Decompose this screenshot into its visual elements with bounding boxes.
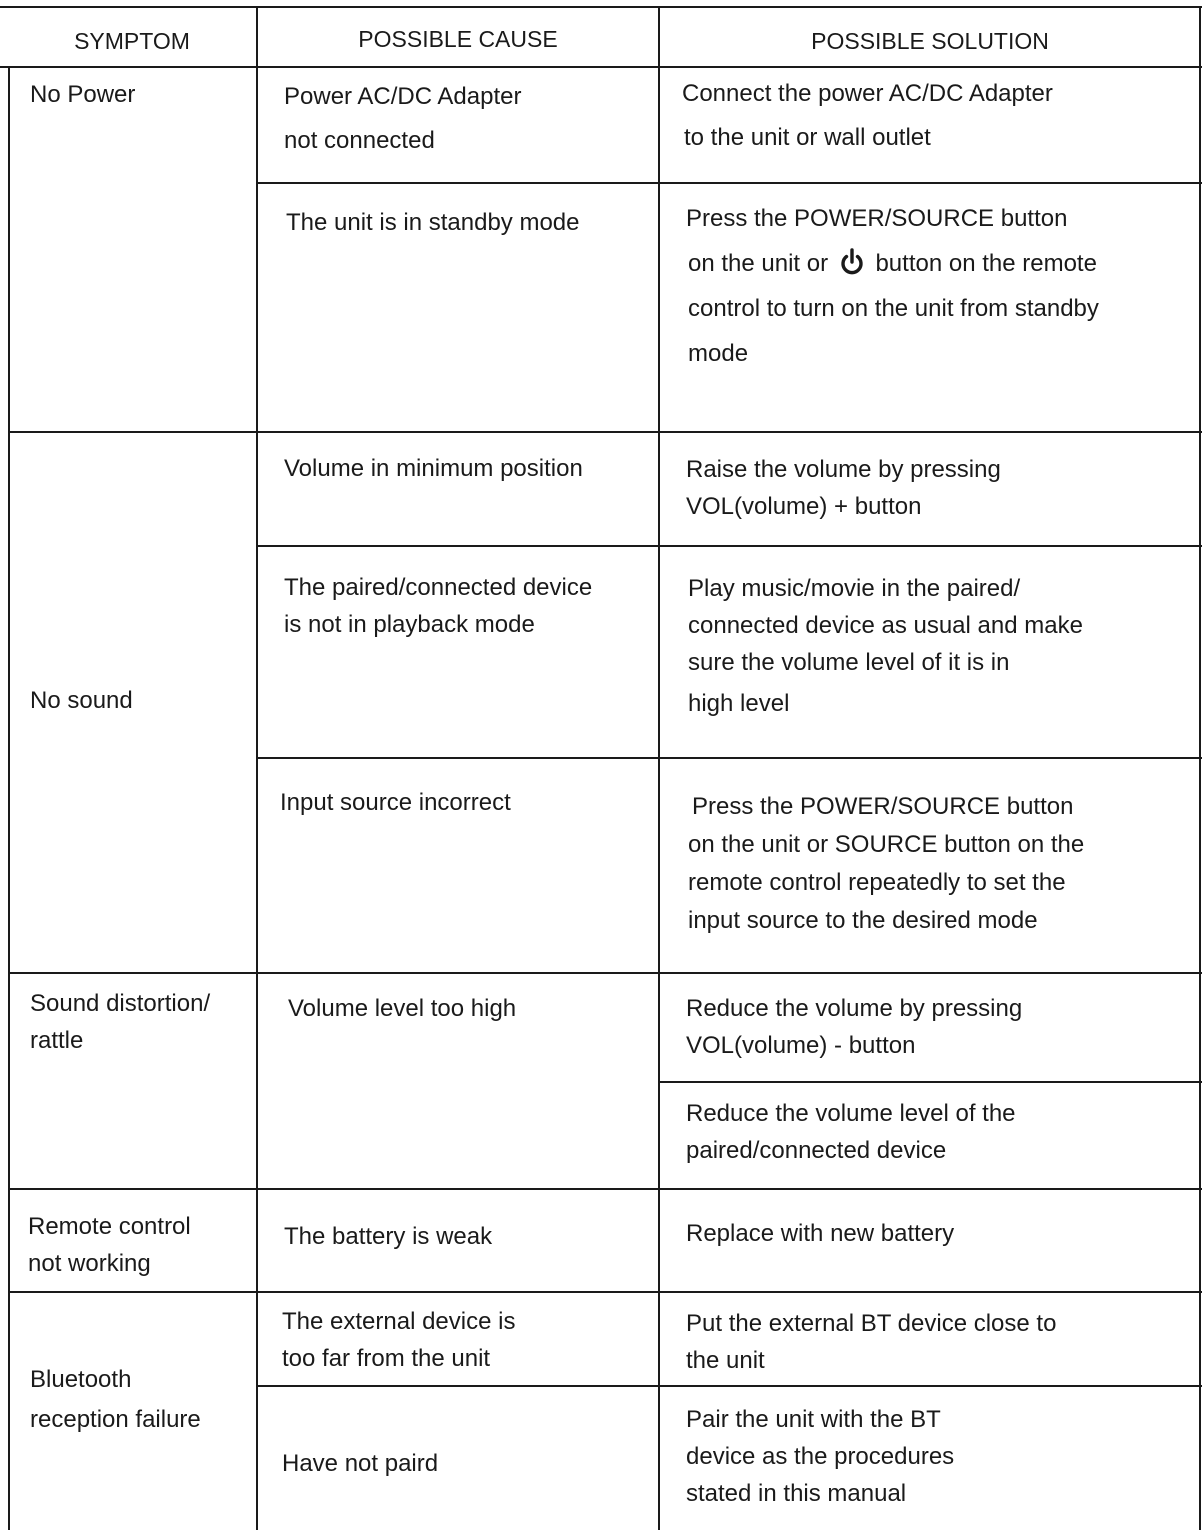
symptom-bluetooth [30, 1360, 201, 1440]
cause-adapter-line: Power AC/DC Adapter [284, 83, 522, 110]
solution-play [688, 570, 1083, 722]
symptom-bluetooth-line: Bluetooth [30, 1366, 132, 1393]
solution-pair-line: device as the procedures [686, 1443, 955, 1470]
cause-not-playing-line: The paired/connected device [284, 574, 593, 601]
solution-raise-volume [686, 451, 1001, 525]
solution-raise-line: Raise the volume by pressing [686, 456, 1001, 483]
row-divider [257, 757, 1202, 759]
cause-adapter [284, 78, 521, 159]
solution-reduce-line: Reduce the volume by pressing [686, 995, 1023, 1022]
power-icon [837, 247, 867, 277]
solution-raise-line: VOL(volume) + button [686, 493, 922, 520]
row-divider [8, 1291, 1202, 1293]
cause-input-source: Input source incorrect [280, 789, 511, 816]
solution-standby-text: button on the remote [875, 250, 1097, 277]
symptom-remote-line: not working [28, 1250, 151, 1277]
row-divider [658, 1081, 1202, 1083]
solution-play-line: sure the volume level of it is in [688, 649, 1010, 676]
solution-standby [686, 198, 1099, 374]
solution-reduce-device-volume [686, 1095, 1016, 1169]
header-solution: POSSIBLE SOLUTION [811, 28, 1049, 54]
solution-standby-line: control to turn on the unit from standby [688, 295, 1099, 322]
table-top-border [0, 6, 1202, 8]
row-divider [257, 182, 1202, 184]
row-divider [257, 545, 1202, 547]
symptom-distortion-line: rattle [30, 1027, 84, 1054]
symptom-no-power: No Power [30, 81, 136, 108]
solution-reduce-device-line: Reduce the volume level of the [686, 1100, 1016, 1127]
solution-play-line: Play music/movie in the paired/ [688, 575, 1021, 602]
solution-move-closer-line: the unit [686, 1347, 765, 1374]
cause-too-far-line: The external device is [282, 1308, 516, 1335]
row-divider [8, 972, 1202, 974]
solution-battery: Replace with new battery [686, 1220, 955, 1247]
solution-input-source [688, 788, 1084, 940]
row-divider [8, 431, 1202, 433]
symptom-distortion-line: Sound distortion/ [30, 990, 211, 1017]
solution-move-closer-line: Put the external BT device close to [686, 1310, 1057, 1337]
table-right-border [1199, 6, 1201, 1530]
table-left-border [8, 66, 10, 1530]
solution-connect [682, 75, 1053, 156]
cause-adapter-line: not connected [284, 127, 435, 154]
row-divider [8, 1188, 1202, 1190]
solution-move-closer [686, 1305, 1056, 1379]
solution-standby-line: Press the POWER/SOURCE button [686, 205, 1068, 232]
solution-input-line: Press the POWER/SOURCE button [692, 793, 1074, 820]
symptom-bluetooth-line: reception failure [30, 1406, 201, 1433]
symptom-remote [28, 1208, 191, 1282]
header-symptom: SYMPTOM [74, 28, 190, 54]
solution-input-line: remote control repeatedly to set the [688, 869, 1066, 896]
cause-not-paired: Have not paird [282, 1450, 439, 1477]
cause-volume-high: Volume level too high [288, 995, 517, 1022]
solution-connect-line: to the unit or wall outlet [684, 124, 931, 151]
solution-play-line: high level [688, 690, 790, 717]
symptom-remote-line: Remote control [28, 1213, 191, 1240]
solution-input-line: on the unit or SOURCE button on the [688, 831, 1085, 858]
solution-pair-line: stated in this manual [686, 1480, 907, 1507]
column-divider [256, 6, 258, 1530]
solution-standby-text: on the unit or [688, 250, 829, 277]
cause-not-playing [284, 569, 592, 643]
cause-volume-min: Volume in minimum position [284, 455, 583, 482]
solution-standby-line [686, 243, 1099, 284]
solution-reduce-volume [686, 990, 1022, 1064]
cause-too-far-line: too far from the unit [282, 1345, 491, 1372]
cause-too-far [282, 1303, 515, 1377]
header-cause: POSSIBLE CAUSE [358, 26, 558, 52]
solution-pair [686, 1401, 954, 1512]
solution-pair-line: Pair the unit with the BT [686, 1406, 941, 1433]
solution-reduce-line: VOL(volume) - button [686, 1032, 916, 1059]
solution-play-line: connected device as usual and make [688, 612, 1083, 639]
solution-input-line: input source to the desired mode [688, 907, 1038, 934]
symptom-no-sound: No sound [30, 687, 133, 714]
solution-standby-line: mode [688, 340, 749, 367]
solution-reduce-device-line: paired/connected device [686, 1137, 947, 1164]
row-divider [257, 1385, 1202, 1387]
solution-connect-line: Connect the power AC/DC Adapter [682, 80, 1053, 107]
column-divider [658, 6, 660, 1530]
symptom-distortion [30, 985, 210, 1059]
cause-standby: The unit is in standby mode [286, 209, 580, 236]
cause-battery: The battery is weak [284, 1223, 493, 1250]
cause-not-playing-line: is not in playback mode [284, 611, 535, 638]
header-bottom-border [0, 66, 1202, 68]
